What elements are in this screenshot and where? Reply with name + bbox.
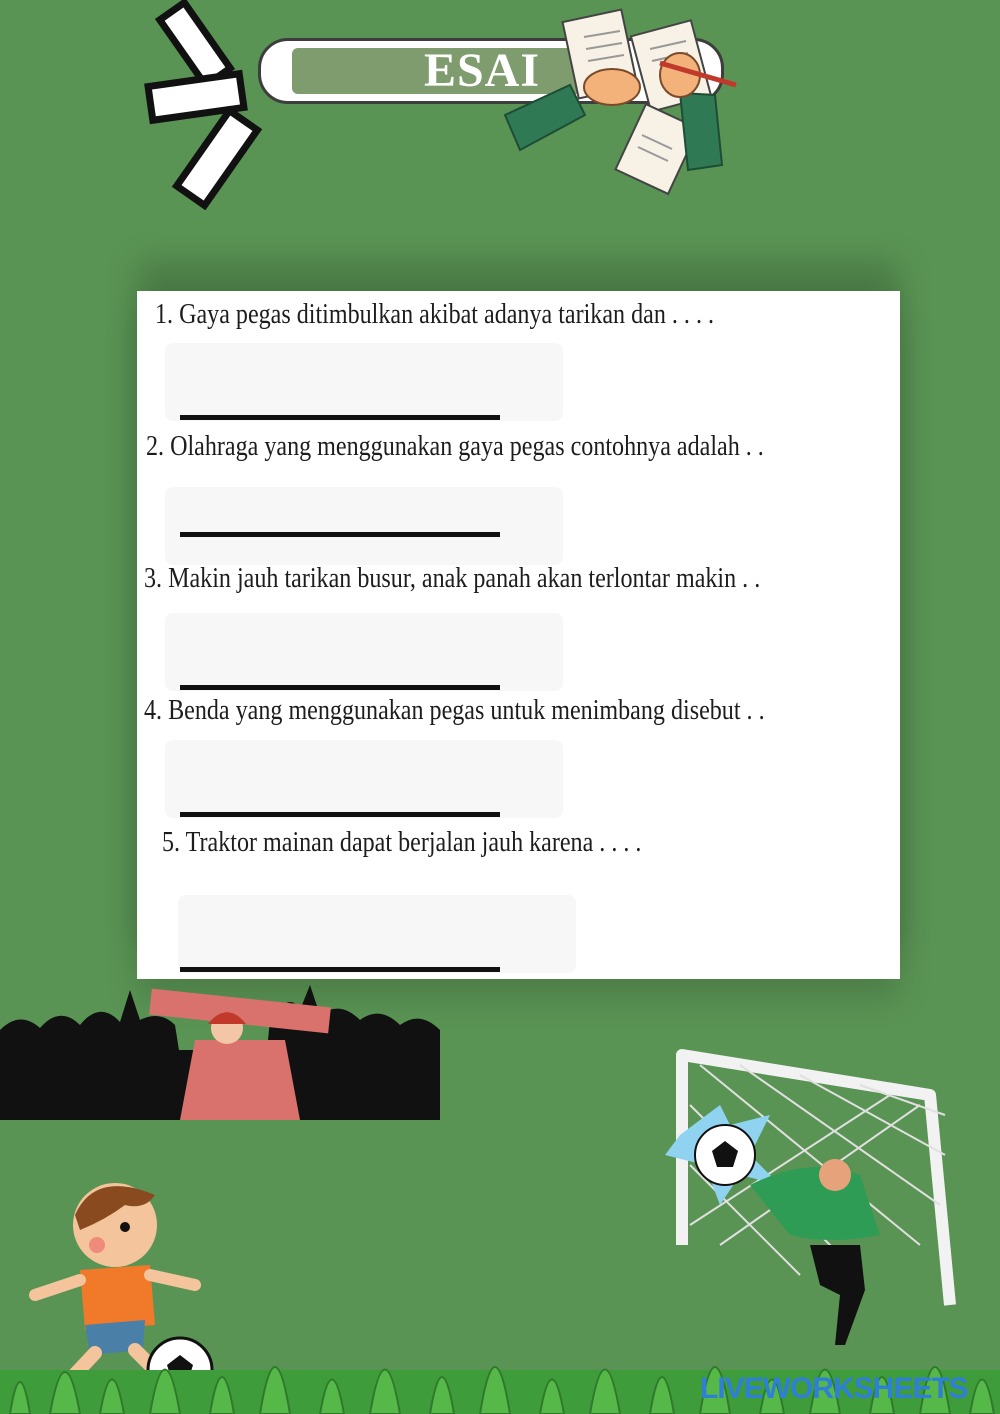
question-3-text: 3. Makin jauh tarikan busur, anak panah akan terlontar makin . . xyxy=(144,563,761,594)
answer-4-input[interactable] xyxy=(165,740,563,818)
answer-4-underline xyxy=(180,812,500,817)
writing-hands-icon xyxy=(500,5,740,205)
question-1-text: 1. Gaya pegas ditimbulkan akibat adanya tarikan dan . . . . xyxy=(155,299,715,330)
answer-5-underline xyxy=(180,967,500,972)
question-2-text: 2. Olahraga yang menggunakan gaya pegas contohnya adalah . . xyxy=(146,431,764,462)
answer-1-input[interactable] xyxy=(165,343,563,421)
liveworksheets-watermark: LIVEWORKSHEETS xyxy=(700,1372,968,1405)
answer-5-input[interactable] xyxy=(178,895,576,973)
question-4-text: 4. Benda yang menggunakan pegas untuk menimbang disebut . . xyxy=(144,695,765,726)
answer-2-underline xyxy=(180,532,500,537)
question-5-text: 5. Traktor mainan dapat berjalan jauh karena . . . . xyxy=(162,827,642,858)
page-title: ESAI xyxy=(423,44,541,97)
answer-3-input[interactable] xyxy=(165,613,563,691)
burst-decoration-icon xyxy=(140,0,300,210)
answer-3-underline xyxy=(180,685,500,690)
answer-2-input[interactable] xyxy=(165,487,563,565)
answer-1-underline xyxy=(180,415,500,420)
crowd-silhouette-icon xyxy=(0,980,440,1120)
